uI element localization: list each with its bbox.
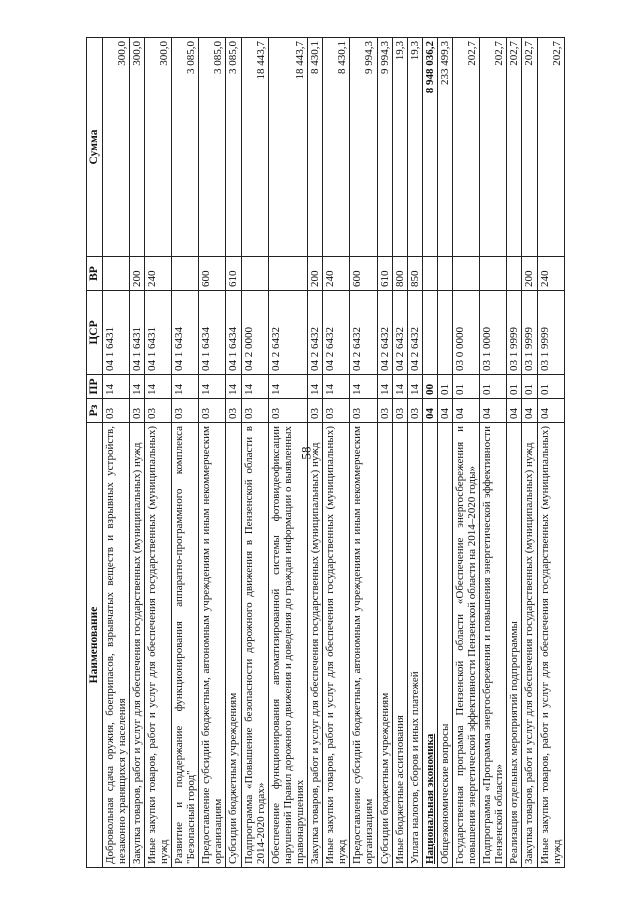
cell-vr bbox=[507, 257, 522, 291]
cell-rz: 03 bbox=[392, 399, 407, 423]
cell-pr: 14 bbox=[226, 375, 241, 399]
cell-csr bbox=[422, 291, 437, 375]
cell-name: Уплата налогов, сборов и иных платежей bbox=[407, 423, 422, 868]
page-number: 58 bbox=[298, 446, 314, 460]
table-row bbox=[144, 38, 171, 868]
cell-sum: 233 499,3 bbox=[437, 38, 452, 257]
cell-csr: 04 2 6432 bbox=[350, 291, 377, 375]
cell-sum: 19,3 bbox=[407, 38, 422, 257]
cell-name: Закупка товаров, работ и услуг для обеспечения государственных (муниципальных) нужд bbox=[522, 423, 537, 868]
cell-csr: 03 1 9999 bbox=[537, 291, 564, 375]
cell-vr bbox=[172, 257, 199, 291]
cell-pr: 14 bbox=[144, 375, 171, 399]
cell-pr: 14 bbox=[172, 375, 199, 399]
cell-sum: 3 085,0 bbox=[199, 38, 226, 257]
cell-pr: 01 bbox=[452, 375, 479, 399]
header-vr: ВР bbox=[87, 257, 103, 291]
cell-pr: 01 bbox=[437, 375, 452, 399]
cell-rz: 03 bbox=[377, 399, 392, 423]
cell-vr: 240 bbox=[323, 257, 350, 291]
cell-sum: 202,7 bbox=[537, 38, 564, 257]
table-row bbox=[437, 38, 452, 868]
cell-sum: 18 443,7 bbox=[268, 38, 307, 257]
cell-rz: 03 bbox=[308, 399, 323, 423]
table-row bbox=[323, 38, 350, 868]
header-rz: Рз bbox=[87, 399, 103, 423]
cell-vr: 610 bbox=[377, 257, 392, 291]
cell-rz: 03 bbox=[129, 399, 144, 423]
table-row bbox=[392, 38, 407, 868]
cell-csr: 04 1 6434 bbox=[199, 291, 226, 375]
header-name: Наименование bbox=[87, 423, 103, 868]
table-row bbox=[407, 38, 422, 868]
cell-rz: 04 bbox=[537, 399, 564, 423]
cell-name: Добровольная сдача оружия, боеприпасов, взрывчатых веществ и взрывных устройств, незаконно хранящихся у населения bbox=[102, 423, 129, 868]
cell-pr: 01 bbox=[537, 375, 564, 399]
table-row bbox=[199, 38, 226, 868]
cell-vr bbox=[452, 257, 479, 291]
cell-sum: 19,3 bbox=[392, 38, 407, 257]
cell-vr: 240 bbox=[537, 257, 564, 291]
cell-rz: 03 bbox=[172, 399, 199, 423]
header-sum: Сумма bbox=[87, 38, 103, 257]
cell-csr: 04 1 6434 bbox=[226, 291, 241, 375]
cell-rz: 04 bbox=[507, 399, 522, 423]
cell-pr: 14 bbox=[102, 375, 129, 399]
cell-vr: 200 bbox=[129, 257, 144, 291]
table-row bbox=[537, 38, 564, 868]
cell-vr bbox=[480, 257, 507, 291]
cell-sum: 300,0 bbox=[102, 38, 129, 257]
cell-rz: 04 bbox=[437, 399, 452, 423]
cell-sum: 9 994,3 bbox=[377, 38, 392, 257]
table-body bbox=[102, 38, 564, 868]
table-row bbox=[268, 38, 307, 868]
cell-name: Государственная программа Пензенской области «Обеспечение энергосбережения и повышения энергетической эффективности Пензенской области на 2014–2020 годы» bbox=[452, 423, 479, 868]
cell-name: Субсидии бюджетным учреждениям bbox=[377, 423, 392, 868]
cell-sum: 202,7 bbox=[507, 38, 522, 257]
header-csr: ЦСР bbox=[87, 291, 103, 375]
cell-sum: 18 443,7 bbox=[241, 38, 268, 257]
cell-name: Подпрограмма «Повышение безопасности дорожного движения в Пензенской области в 2014-2020 годах» bbox=[241, 423, 268, 868]
cell-csr: 04 2 0000 bbox=[241, 291, 268, 375]
cell-csr: 04 2 6432 bbox=[308, 291, 323, 375]
cell-pr: 00 bbox=[422, 375, 437, 399]
cell-rz: 03 bbox=[407, 399, 422, 423]
cell-csr: 04 2 6432 bbox=[407, 291, 422, 375]
cell-name: Иные закупки товаров, работ и услуг для обеспечения государственных (муниципальных) нужд bbox=[144, 423, 171, 868]
cell-csr bbox=[437, 291, 452, 375]
cell-sum: 8 430,1 bbox=[323, 38, 350, 257]
cell-name: Развитие и поддержание функционирования аппаратно-программного комплекса "Безопасный город" bbox=[172, 423, 199, 868]
cell-csr: 03 1 0000 bbox=[480, 291, 507, 375]
cell-rz: 04 bbox=[452, 399, 479, 423]
cell-name: Иные закупки товаров, работ и услуг для обеспечения государственных (муниципальных) нужд bbox=[537, 423, 564, 868]
cell-csr: 04 1 6431 bbox=[129, 291, 144, 375]
cell-pr: 14 bbox=[129, 375, 144, 399]
cell-rz: 03 bbox=[102, 399, 129, 423]
cell-csr: 03 1 9999 bbox=[507, 291, 522, 375]
cell-sum: 8 430,1 bbox=[308, 38, 323, 257]
cell-name: Закупка товаров, работ и услуг для обеспечения государственных (муниципальных) нужд bbox=[308, 423, 323, 868]
cell-csr: 04 1 6431 bbox=[102, 291, 129, 375]
cell-vr: 610 bbox=[226, 257, 241, 291]
cell-sum: 300,0 bbox=[144, 38, 171, 257]
cell-rz: 03 bbox=[241, 399, 268, 423]
cell-rz: 03 bbox=[199, 399, 226, 423]
cell-csr: 04 2 6432 bbox=[323, 291, 350, 375]
cell-pr: 14 bbox=[199, 375, 226, 399]
cell-name: Закупка товаров, работ и услуг для обеспечения государственных (муниципальных) нужд bbox=[129, 423, 144, 868]
cell-vr: 600 bbox=[199, 257, 226, 291]
cell-sum: 300,0 bbox=[129, 38, 144, 257]
cell-vr: 800 bbox=[392, 257, 407, 291]
cell-name: Иные бюджетные ассигнования bbox=[392, 423, 407, 868]
cell-name: Предоставление субсидий бюджетным, автономным учреждениям и иным некоммерческим организациям bbox=[199, 423, 226, 868]
cell-csr: 03 1 9999 bbox=[522, 291, 537, 375]
cell-vr: 850 bbox=[407, 257, 422, 291]
cell-name: Предоставление субсидий бюджетным, автономным учреждениям и иным некоммерческим организациям bbox=[350, 423, 377, 868]
cell-rz: 03 bbox=[268, 399, 307, 423]
cell-csr: 04 2 6432 bbox=[392, 291, 407, 375]
cell-pr: 01 bbox=[507, 375, 522, 399]
cell-name: Иные закупки товаров, работ и услуг для обеспечения государственных (муниципальных) нужд bbox=[323, 423, 350, 868]
cell-vr: 200 bbox=[522, 257, 537, 291]
cell-vr: 600 bbox=[350, 257, 377, 291]
cell-vr bbox=[437, 257, 452, 291]
cell-csr: 03 0 0000 bbox=[452, 291, 479, 375]
cell-csr: 04 1 6434 bbox=[172, 291, 199, 375]
cell-sum: 3 085,0 bbox=[226, 38, 241, 257]
cell-rz: 03 bbox=[226, 399, 241, 423]
cell-vr bbox=[241, 257, 268, 291]
cell-rz: 04 bbox=[522, 399, 537, 423]
cell-sum: 202,7 bbox=[452, 38, 479, 257]
cell-rz: 04 bbox=[480, 399, 507, 423]
table-row bbox=[452, 38, 479, 868]
cell-csr: 04 2 6432 bbox=[268, 291, 307, 375]
budget-table bbox=[86, 37, 565, 868]
table-row bbox=[480, 38, 507, 868]
cell-name: Подпрограмма «Программа энергосбережения и повышения энергетической эффективности Пензенской области» bbox=[480, 423, 507, 868]
cell-pr: 14 bbox=[377, 375, 392, 399]
cell-vr bbox=[422, 257, 437, 291]
header-pr: ПР bbox=[87, 375, 103, 399]
cell-rz: 03 bbox=[144, 399, 171, 423]
cell-sum: 202,7 bbox=[522, 38, 537, 257]
cell-sum: 3 085,0 bbox=[172, 38, 199, 257]
cell-vr: 240 bbox=[144, 257, 171, 291]
cell-csr: 04 1 6431 bbox=[144, 291, 171, 375]
cell-rz: 03 bbox=[323, 399, 350, 423]
cell-sum: 202,7 bbox=[480, 38, 507, 257]
table-row bbox=[377, 38, 392, 868]
table-row bbox=[507, 38, 522, 868]
cell-pr: 14 bbox=[350, 375, 377, 399]
cell-vr: 200 bbox=[308, 257, 323, 291]
table-row bbox=[308, 38, 323, 868]
cell-pr: 01 bbox=[522, 375, 537, 399]
table-header-row bbox=[87, 38, 103, 868]
table-row bbox=[350, 38, 377, 868]
cell-pr: 14 bbox=[323, 375, 350, 399]
cell-rz: 04 bbox=[422, 399, 437, 423]
table-row bbox=[129, 38, 144, 868]
table-row bbox=[102, 38, 129, 868]
cell-name: Национальная экономика bbox=[422, 423, 437, 868]
cell-pr: 14 bbox=[308, 375, 323, 399]
cell-name: Субсидии бюджетным учреждениям bbox=[226, 423, 241, 868]
cell-rz: 03 bbox=[350, 399, 377, 423]
rotated-table-container bbox=[86, 38, 563, 868]
cell-sum: 9 994,3 bbox=[350, 38, 377, 257]
cell-name: Реализация отдельных мероприятий подпрограммы bbox=[507, 423, 522, 868]
cell-name: Общеэкономические вопросы bbox=[437, 423, 452, 868]
cell-vr bbox=[102, 257, 129, 291]
cell-pr: 14 bbox=[268, 375, 307, 399]
cell-name: Обеспечение функционирования автоматизированной системы фотовидеофиксации нарушений Правил дорожного движения и доведения до граждан информации о выявленных правонарушениях bbox=[268, 423, 307, 868]
table-row bbox=[172, 38, 199, 868]
cell-vr bbox=[268, 257, 307, 291]
table-row bbox=[522, 38, 537, 868]
table-row bbox=[241, 38, 268, 868]
cell-pr: 14 bbox=[407, 375, 422, 399]
cell-pr: 01 bbox=[480, 375, 507, 399]
cell-csr: 04 2 6432 bbox=[377, 291, 392, 375]
cell-sum: 8 948 036,2 bbox=[422, 38, 437, 257]
cell-pr: 14 bbox=[392, 375, 407, 399]
cell-pr: 14 bbox=[241, 375, 268, 399]
table-row bbox=[422, 38, 437, 868]
table-row bbox=[226, 38, 241, 868]
